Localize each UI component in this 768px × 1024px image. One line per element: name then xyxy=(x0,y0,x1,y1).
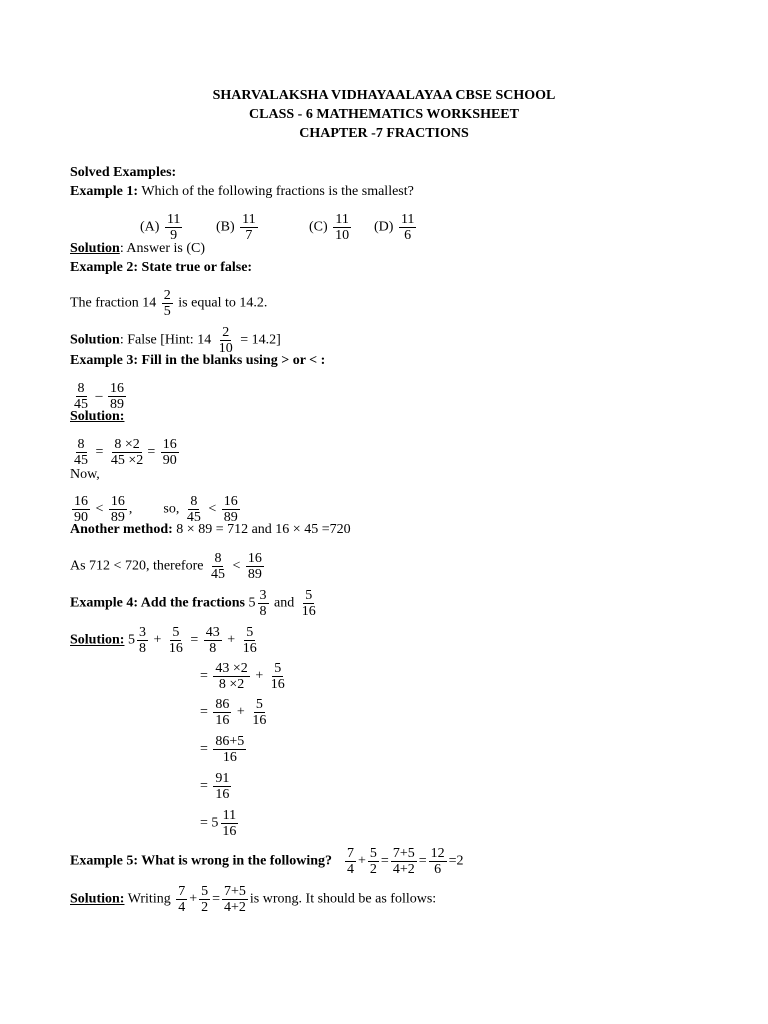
fraction: $\frac{7}{4}$ xyxy=(347,846,355,877)
solution-label: Solution: xyxy=(70,632,125,648)
option-a-fraction: $\frac{11}{9}$ xyxy=(166,212,181,243)
fraction: $\frac{12}{6}$ xyxy=(430,846,445,877)
fraction: $\frac{43 \times 2}{8 \times 2}$ xyxy=(215,661,248,692)
fraction: $\frac{16}{89}$ xyxy=(110,494,125,525)
option-d xyxy=(374,212,418,243)
fraction: $\frac{7}{4}$ xyxy=(178,884,186,915)
option-c-tag: (C) xyxy=(309,219,328,235)
solution-label: Solution xyxy=(70,332,120,348)
option-a-tag: (A) xyxy=(140,219,160,235)
fraction: $\frac{8}{45}$ xyxy=(74,381,88,412)
option-c-fraction: $\frac{11}{10}$ xyxy=(335,212,350,243)
example-3-heading: Example 3: Fill in the blanks using > or < : xyxy=(70,353,326,368)
solution-label: Solution: xyxy=(70,891,125,907)
example-4-step-3: = $\frac{86}{16}$ + $\frac{5}{16}$ xyxy=(200,697,267,728)
fraction: $\frac{86+5}{16}$ xyxy=(215,734,245,765)
fraction: $\frac{7+5}{4+2}$ xyxy=(392,846,415,877)
fraction: $\frac{91}{16}$ xyxy=(215,771,230,802)
example-4-step-4: = $\frac{86+5}{16}$ xyxy=(200,734,245,765)
fraction: $\frac{86}{16}$ xyxy=(215,697,230,728)
example-1-text: Which of the following fractions is the smallest? xyxy=(141,184,414,199)
option-d-tag: (D) xyxy=(374,219,394,235)
example-5-solution: Solution: Writing $\frac{7}{4}$ + $\frac{5}{2}$ = $\frac{7+5}{4+2}$ is wrong. It should be as follows: xyxy=(70,884,437,915)
fraction: $\frac{3}{8}$ xyxy=(138,625,146,656)
fraction: $\frac{11}{16}$ xyxy=(222,808,237,839)
fraction: $\frac{16}{90}$ xyxy=(162,437,177,468)
option-b-fraction: $\frac{11}{7}$ xyxy=(242,212,256,243)
example-3-step-1: $\frac{8}{45}$ = $\frac{8 \times 2}{45 \times 2}$ = $\frac{16}{90}$ xyxy=(74,437,177,468)
fraction: $\frac{3}{8}$ xyxy=(259,588,267,619)
fraction: $\frac{5}{16}$ xyxy=(252,697,267,728)
example-4-step-1: Solution: 5 $\frac{3}{8}$ + $\frac{5}{16}$ = $\frac{43}{8}$ + $\frac{5}{16}$ xyxy=(70,625,257,656)
solution-label: Solution xyxy=(70,241,120,256)
option-b xyxy=(216,212,260,243)
fraction: $\frac{5}{2}$ xyxy=(369,846,377,877)
example-3-conclusion: As 712 < 720, therefore $\frac{8}{45}$ < $\frac{16}{89}$ xyxy=(70,551,262,582)
fraction: $\frac{8 \times 2}{45 \times 2}$ xyxy=(110,437,144,468)
example-4-heading: Example 4: Add the fractions 5 $\frac{3}{8}$ and $\frac{5}{16}$ xyxy=(70,588,316,619)
solved-examples-heading: Solved Examples: xyxy=(70,165,177,180)
fraction: $\frac{2}{10}$ xyxy=(218,325,233,356)
fraction: $\frac{5}{2}$ xyxy=(201,884,209,915)
another-method: Another method: 8 × 89 = 712 and 16 × 45 =720 xyxy=(70,522,351,537)
fraction: $\frac{16}{89}$ xyxy=(247,551,262,582)
worksheet-title: CLASS - 6 MATHEMATICS WORKSHEET xyxy=(249,107,519,122)
option-d-fraction: $\frac{11}{6}$ xyxy=(400,212,415,243)
fraction: $\frac{8}{45}$ xyxy=(186,494,201,525)
example-5-heading: Example 5: What is wrong in the following? $\frac{7}{4}$ + $\frac{5}{2}$ = $\frac{7+5}{4+2}$ = $\frac{12}{6}$ =2 xyxy=(70,846,464,877)
example-1-label: Example 1: xyxy=(70,184,139,199)
example-2-heading: Example 2: State true or false: xyxy=(70,260,253,275)
fraction: $\frac{7+5}{4+2}$ xyxy=(224,884,246,915)
option-c xyxy=(309,212,353,243)
option-b-tag: (B) xyxy=(216,219,235,235)
example-2-solution: Solution: False [Hint: 14 $\frac{2}{10}$ = 14.2] xyxy=(70,325,281,356)
fraction: $\frac{16}{89}$ xyxy=(223,494,238,525)
fraction: $\frac{5}{16}$ xyxy=(270,661,285,692)
example-3-question: $\frac{8}{45}$ – $\frac{16}{89}$ xyxy=(74,381,124,412)
chapter-title: CHAPTER -7 FRACTIONS xyxy=(299,126,469,141)
fraction: $\frac{8}{45}$ xyxy=(210,551,225,582)
example-4-step-5: = $\frac{91}{16}$ xyxy=(200,771,230,802)
fraction: $\frac{5}{16}$ xyxy=(242,625,257,656)
solution-label: Solution: xyxy=(70,409,125,424)
fraction: $\frac{8}{45}$ xyxy=(74,437,88,468)
fraction: $\frac{2}{5}$ xyxy=(163,288,171,319)
fraction: $\frac{43}{8}$ xyxy=(205,625,220,656)
example-4-step-2: = $\frac{43 \times 2}{8 \times 2}$ + $\frac{5}{16}$ xyxy=(200,661,285,692)
fraction: $\frac{5}{16}$ xyxy=(301,588,316,619)
example-1-solution: Solution: Answer is (C) xyxy=(70,241,205,256)
school-name: SHARVALAKSHA VIDHAYAALAYAA CBSE SCHOOL xyxy=(212,88,556,103)
option-a xyxy=(140,212,184,243)
fraction: $\frac{16}{89}$ xyxy=(110,381,124,412)
now-text: Now, xyxy=(70,467,100,482)
example-4-step-6: = 5 $\frac{11}{16}$ xyxy=(200,808,237,839)
fraction: $\frac{16}{90}$ xyxy=(74,494,88,525)
example-2-question: The fraction 14 $\frac{2}{5}$ is equal to 14.2. xyxy=(70,288,268,319)
example-1-question xyxy=(70,184,414,200)
example-3-comparison: $\frac{16}{90}$ < $\frac{16}{89}$ , so, $\frac{8}{45}$ < $\frac{16}{89}$ xyxy=(74,494,238,525)
fraction: $\frac{5}{16}$ xyxy=(168,625,183,656)
